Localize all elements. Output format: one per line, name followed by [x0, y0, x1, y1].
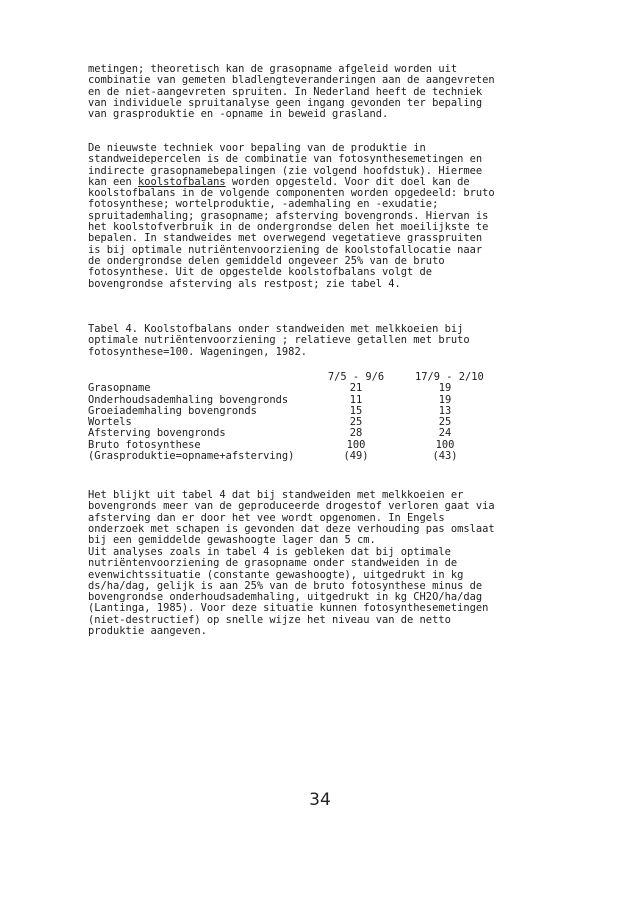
paragraph-line: (niet-destructief) op snelle wijze het niveau van de netto [88, 613, 451, 626]
row-label: Groeiademhaling bovengronds [88, 404, 257, 417]
row-label: Onderhoudsademhaling bovengronds [88, 393, 289, 406]
paragraph-line: standweidepercelen is de combinatie van fotosynthesemetingen en [88, 153, 483, 166]
paragraph-line: spruitademhaling; grasopname; afsterving bovengronds. Hiervan is [88, 209, 489, 222]
paragraph-line: bij een gemiddelde gewashoogte lager dan 5 cm. [88, 534, 376, 547]
paragraph-line: van individuele spruitanalyse geen ingang gevonden ter bepaling [88, 96, 483, 109]
table-row [88, 383, 508, 394]
paragraph-line: van grasproduktie en -opname in beweid grasland. [88, 108, 389, 121]
paragraph-line: combinatie van gemeten bladlengteveranderingen aan de aangevreten [88, 74, 495, 87]
paragraph-line: de ondergrondse delen gemiddeld ongeveer 25% van de bruto [88, 254, 445, 267]
table-cell: (49) [343, 450, 369, 463]
paragraph-line: afsterving dan er door het vee wordt opgenomen. In Engels [88, 511, 445, 524]
table-cell: 100 [346, 438, 366, 451]
page-number: 34 [309, 790, 331, 810]
paragraph-4 [88, 547, 503, 637]
table-cell: 11 [349, 393, 363, 406]
table-cell: 25 [349, 416, 363, 429]
paragraph-line: en de niet-aangevreten spruiten. In Nederland heeft de techniek [88, 85, 483, 98]
paragraph-line: optimale nutriëntenvoorziening ; relatieve getallen met bruto [88, 334, 470, 347]
paragraph-line: Het blijkt uit tabel 4 dat bij standweiden met melkkoeien er [88, 489, 464, 501]
paragraph-line: bepalen. In standweides met overwegend vegetatieve grasspruiten [88, 232, 483, 245]
paragraph-line: produktie aangeven. [88, 625, 207, 638]
paragraph-line: Uit analyses zoals in tabel 4 is gebleken dat bij optimale [88, 546, 451, 558]
text-fragment: kan een [88, 175, 139, 188]
table-cell: 13 [438, 404, 452, 417]
table-cell: 19 [438, 382, 452, 395]
paragraph-3 [88, 490, 503, 546]
paragraph-line: metingen; theoretisch kan de grasopname afgeleid worden uit [88, 63, 458, 75]
row-label: Afsterving bovengronds [88, 427, 226, 440]
row-label: Grasopname [88, 382, 151, 395]
table-cell: 100 [435, 438, 455, 451]
paragraph-line: fotosynthese. Uit de opgestelde koolstofbalans volgt de [88, 266, 433, 279]
paragraph-line: is bij optimale nutriëntenvoorziening de koolstofallocatie naar [88, 243, 483, 256]
column-header: 7/5 - 9/6 [327, 371, 385, 383]
table-caption [88, 324, 503, 358]
text-fragment: worden opgesteld. Voor dit doel kan de [225, 175, 470, 188]
table-cell: 19 [438, 393, 452, 406]
paragraph-line: koolstofbalans in de volgende componenten worden opgedeeld: bruto [88, 187, 495, 200]
paragraph-1 [88, 64, 503, 120]
row-label: (Grasproduktie=opname+afsterving) [88, 450, 295, 463]
paragraph-line: nutriëntenvoorziening de grasopname onder standweiden in de [88, 557, 458, 570]
table-cell: (43) [432, 450, 458, 463]
paragraph-line: bovengronds meer van de geproduceerde drogestof verloren gaat via [88, 500, 495, 513]
paragraph-2 [88, 143, 503, 290]
table-cell: 15 [349, 404, 363, 417]
paragraph-line: bovengrondse onderhoudsademhaling, uitgedrukt in kg CH2O/ha/dag [88, 591, 483, 604]
underlined-term: koolstofbalans [138, 175, 226, 188]
table-cell: 21 [349, 382, 363, 395]
table-cell: 25 [438, 416, 452, 429]
paragraph-line: fotosynthese=100. Wageningen, 1982. [88, 345, 307, 358]
paragraph-line: Tabel 4. Koolstofbalans onder standweiden met melkkoeien bij [88, 323, 464, 335]
table-cell: 24 [438, 427, 452, 440]
paragraph-line: fotosynthese; wortelproduktie, -ademhaling en -exudatie; [88, 198, 439, 211]
paragraph-line: De nieuwste techniek voor bepaling van de produktie in [88, 142, 426, 154]
paragraph-line: onderzoek met schapen is gevonden dat deze verhouding pas omslaat [88, 522, 495, 535]
table-cell: 28 [349, 427, 363, 440]
row-label: Wortels [88, 416, 132, 429]
paragraph-line: indirecte grasopnamebepalingen (zie volgend hoofdstuk). Hiermee [88, 164, 483, 177]
paragraph-line: ds/ha/dag, gelijk is aan 25% van de bruto fotosynthese minus de [88, 579, 483, 592]
table-row [88, 451, 508, 462]
data-table [88, 372, 508, 462]
paragraph-line: evenwichtssituatie (constante gewashoogte), uitgedrukt in kg [88, 568, 464, 581]
row-label: Bruto fotosynthese [88, 438, 201, 451]
paragraph-line: (Lantinga, 1985). Voor deze situatie kunnen fotosynthesemetingen [88, 602, 489, 615]
paragraph-line: het koolstofverbruik in de ondergrondse delen het moeilijkste te [88, 221, 489, 234]
column-header: 17/9 - 2/10 [415, 371, 484, 383]
paragraph-line: bovengrondse afsterving als restpost; zie tabel 4. [88, 277, 401, 290]
